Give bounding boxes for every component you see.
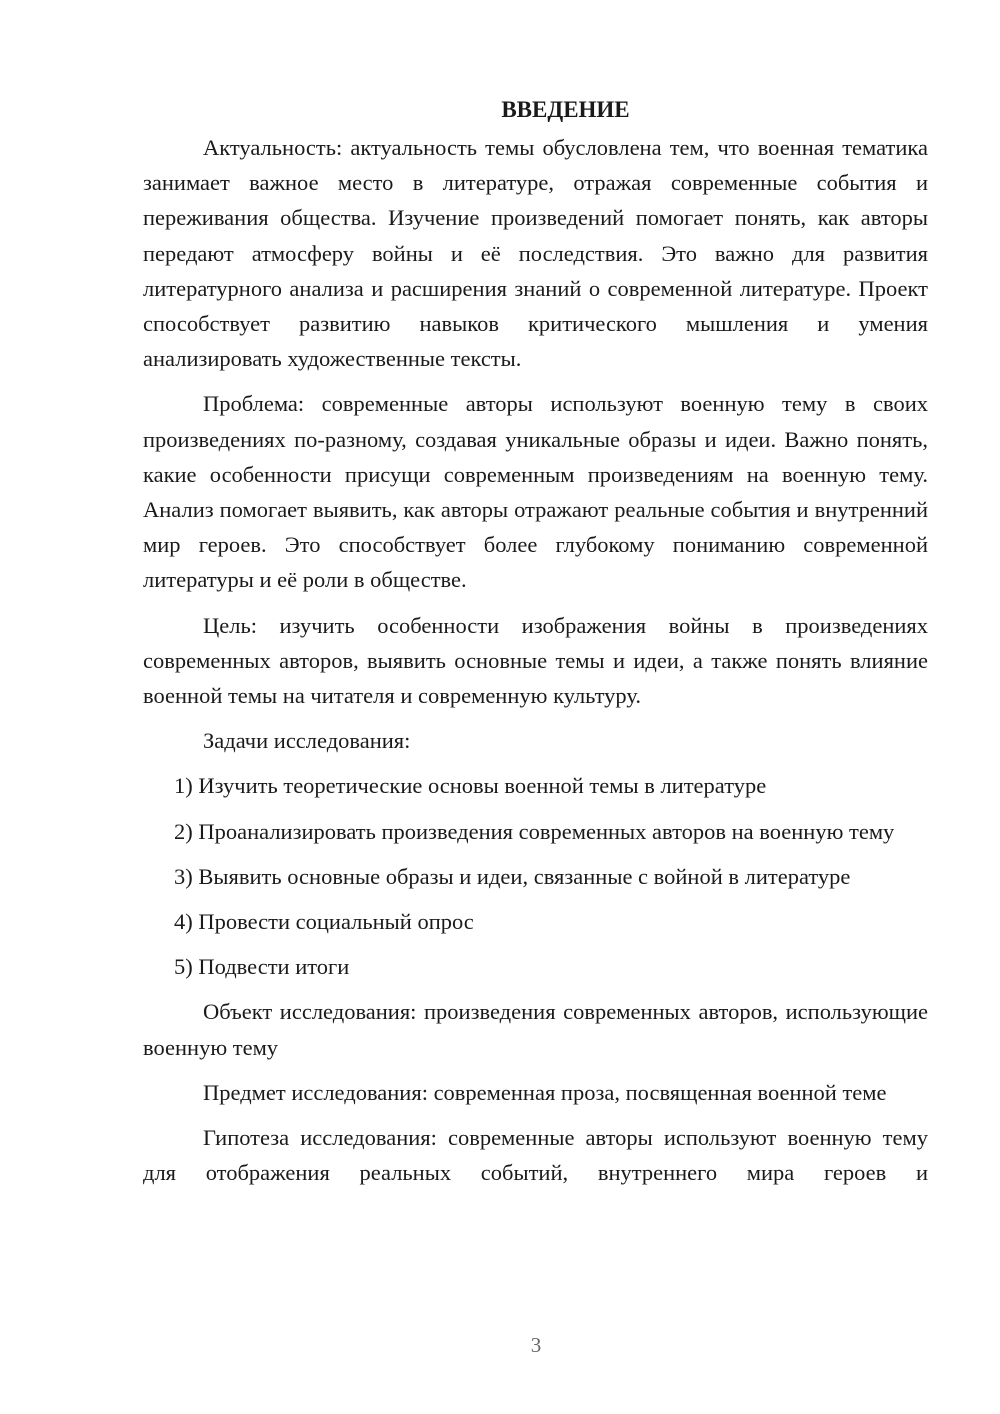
- paragraph-hypothesis: Гипотеза исследования: современные авторы используют военную тему для отображения реальных событий, внутреннего мира героев и: [143, 1125, 928, 1186]
- task-item-1: 1) Изучить теоретические основы военной темы в литературе: [174, 773, 767, 799]
- paragraph-object: Объект исследования: произведения современных авторов, использующие военную тему: [143, 999, 928, 1060]
- paragraph-goal: Цель: изучить особенности изображения войны в произведениях современных авторов, выявить основные темы и идеи, а также понять влияние военной темы на читателя и современную культуру.: [143, 612, 928, 709]
- task-item-4: 4) Провести социальный опрос: [174, 909, 474, 935]
- task-item-2: 2) Проанализировать произведения современных авторов на военную тему: [174, 818, 895, 844]
- paragraph-subject: Предмет исследования: современная проза, посвященная военной теме: [203, 1079, 887, 1105]
- paragraph-problem: Проблема: современные авторы используют военную тему в своих произведениях по-разному, создавая уникальные образы и идеи. Важно понять, какие особенности присущи современным произведениям на военную тему. Анализ помогает выявить, как авторы отражают реальные события и внутренний мир героев. Это способствует более глубокому пониманию современной литературы и её роли в обществе.: [143, 391, 928, 593]
- task-item-5: 5) Подвести итоги: [174, 954, 350, 980]
- document-page: [143, 92, 928, 1200]
- task-item-3: 3) Выявить основные образы и идеи, связанные с войной в литературе: [174, 863, 851, 889]
- section-heading: ВВЕДЕНИЕ: [501, 97, 630, 122]
- paragraph-relevance: Актуальность: актуальность темы обусловлена тем, что военная тематика занимает важное место в литературе, отражая современные события и переживания общества. Изучение произведений помогает понять, как авторы передают атмосферу войны и её последствия. Это важно для развития литературного анализа и расширения знаний о современной литературе. Проект способствует развитию навыков критического мышления и умения анализировать художественные тексты.: [143, 135, 928, 372]
- page-number: 3: [530, 1333, 542, 1357]
- tasks-title: Задачи исследования:: [203, 728, 411, 754]
